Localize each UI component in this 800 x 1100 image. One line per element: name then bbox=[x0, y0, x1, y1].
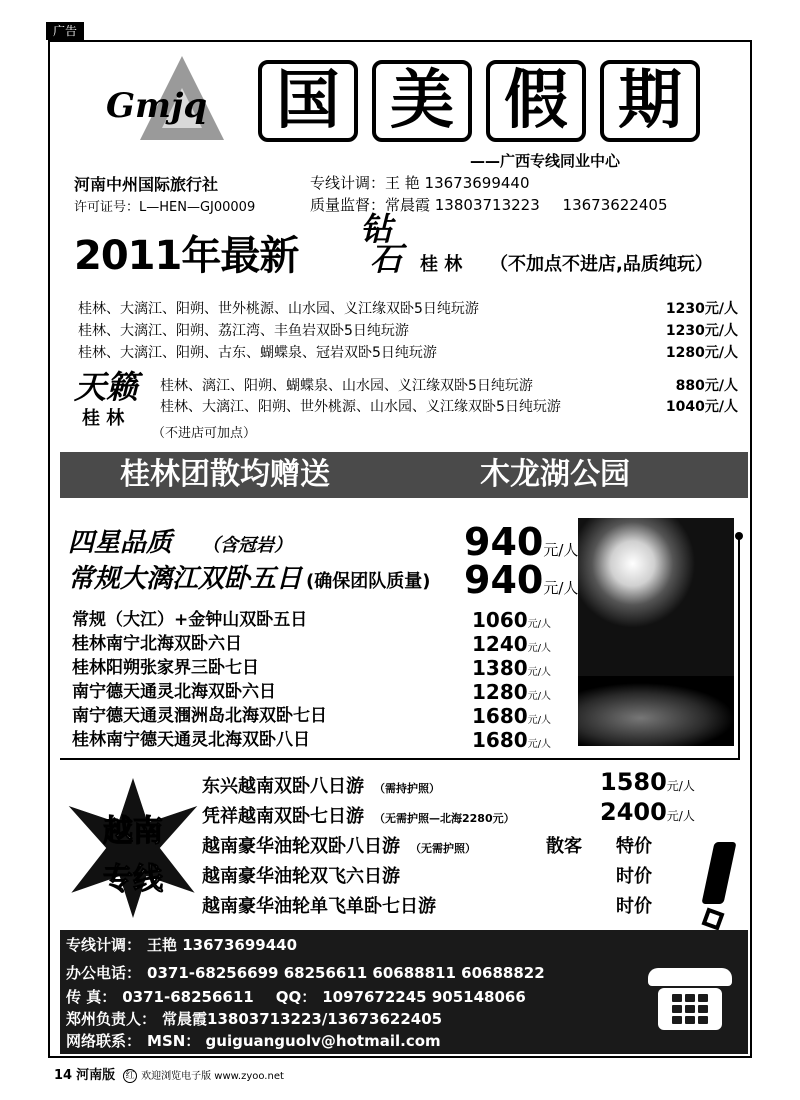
edition-label: 河南版 bbox=[76, 1068, 116, 1083]
exclamation-icon bbox=[702, 842, 736, 932]
list-item: 南宁德天通灵涠洲岛北海双卧七日 1680元/人 bbox=[72, 704, 552, 728]
tianlai-note: （不进店可加点） bbox=[152, 426, 257, 441]
list-item: 桂林、大漓江、阳朔、荔江湾、丰鱼岩双卧5日纯玩游 1230元/人 bbox=[78, 323, 738, 339]
quality-supervisor: 质量监督：常晨霞 13803713223 bbox=[310, 196, 540, 214]
brand-char: 国 bbox=[258, 60, 358, 142]
year-title: 2011年最新 bbox=[74, 233, 299, 279]
list-item: 桂林、大漓江、阳朔、世外桃源、山水园、义江缘双卧5日纯玩游 1040元/人 bbox=[160, 399, 738, 415]
telephone-icon bbox=[648, 968, 732, 1032]
quality-phone-2: 13673622405 bbox=[562, 196, 668, 214]
decorative-line bbox=[738, 536, 740, 758]
gmjq-logo bbox=[102, 56, 222, 146]
brand-char: 期 bbox=[600, 60, 700, 142]
tour-list bbox=[72, 608, 562, 752]
vietnam-badge: 越南 专线 bbox=[66, 778, 200, 918]
brand-title bbox=[258, 60, 700, 142]
list-item: 桂林南宁德天通灵北海双卧八日 1680元/人 bbox=[72, 728, 552, 752]
footer-manager: 郑州负责人： 常晨霞13803713223/13673622405 bbox=[66, 1010, 443, 1028]
page-footer bbox=[54, 1064, 284, 1083]
list-item: 桂林阳朔张家界三卧七日 1380元/人 bbox=[72, 656, 552, 680]
highlight-price-2: 940元/人 bbox=[464, 558, 579, 602]
cave-photo bbox=[578, 518, 734, 746]
footer-fax-qq: 传 真： 0371-68256611 QQ： 1097672245 905148066 bbox=[66, 988, 526, 1006]
list-item: 桂林、漓江、阳朔、蝴蝶泉、山水园、义江缘双卧5日纯玩游 880元/人 bbox=[160, 378, 738, 394]
list-item: 桂林南宁北海双卧六日 1240元/人 bbox=[72, 632, 552, 656]
agency-name: 河南中州国际旅行社 bbox=[74, 175, 219, 194]
logo-text: Gmjq bbox=[106, 86, 208, 126]
tianlai-logo: 天籁 桂 林 bbox=[74, 368, 139, 429]
tianlai-route-list bbox=[160, 376, 738, 418]
guilin-title: 桂 林 bbox=[420, 254, 463, 275]
website-text: 欢迎浏览电子版 www.zyoo.net bbox=[141, 1071, 284, 1082]
brand-subtitle: ——广西专线同业中心 bbox=[470, 152, 621, 170]
license-number: 许可证号：L—HEN—GJ00009 bbox=[74, 200, 256, 215]
brand-char: 假 bbox=[486, 60, 586, 142]
guilin-route-list bbox=[78, 298, 738, 364]
footer-planner: 专线计调： 王艳 13673699440 bbox=[66, 936, 298, 954]
highlight-four-star: 四星品质 （含冠岩） bbox=[68, 528, 293, 558]
contact-line-1: 专线计调：王 艳 13673699440 bbox=[310, 174, 530, 192]
footer-online-contact: 网络联系： MSN： guiguanguolv@hotmail.com bbox=[66, 1032, 441, 1050]
list-item: 越南豪华油轮双飞六日游 时价 bbox=[202, 866, 652, 887]
list-item: 南宁德天通灵北海双卧六日 1280元/人 bbox=[72, 680, 552, 704]
vietnam-tour-list bbox=[202, 768, 742, 918]
footer-office-phone: 办公电话： 0371-68256699 68256611 60688811 60688822 bbox=[66, 964, 545, 982]
list-item: 越南豪华油轮双卧八日游 （无需护照） 散客 特价 bbox=[202, 836, 652, 857]
advertisement-frame bbox=[48, 40, 752, 1058]
promo-banner: 桂林团散均赠送 木龙湖公园 bbox=[60, 452, 748, 498]
guilin-note: （不加点不进店,品质纯玩） bbox=[490, 254, 713, 275]
brand-char: 美 bbox=[372, 60, 472, 142]
highlight-standard-tour: 常规大漓江双卧五日 (确保团队质量) bbox=[68, 564, 431, 594]
page-number: 14 bbox=[54, 1068, 73, 1083]
contact-footer bbox=[60, 930, 748, 1054]
list-item: 常规（大江）+金钟山双卧五日 1060元/人 bbox=[72, 608, 552, 632]
list-item: 凭祥越南双卧七日游 （无需护照—北海2280元） 2400元/人 bbox=[202, 798, 695, 827]
diamond-title: 钻 石 bbox=[360, 210, 403, 278]
list-item: 桂林、大漓江、阳朔、古东、蝴蝶泉、冠岩双卧5日纯玩游 1280元/人 bbox=[78, 345, 738, 361]
list-item: 越南豪华油轮单飞单卧七日游 时价 bbox=[202, 896, 652, 917]
list-item: 桂林、大漓江、阳朔、世外桃源、山水园、义江缘双卧5日纯玩游 1230元/人 bbox=[78, 301, 738, 317]
divider bbox=[60, 758, 740, 760]
ad-tag: 广告 bbox=[46, 22, 84, 40]
highlight-price-1: 940元/人 bbox=[464, 520, 579, 564]
seal-icon: 红 bbox=[123, 1069, 137, 1083]
list-item: 东兴越南双卧八日游 （需持护照） 1580元/人 bbox=[202, 768, 695, 797]
